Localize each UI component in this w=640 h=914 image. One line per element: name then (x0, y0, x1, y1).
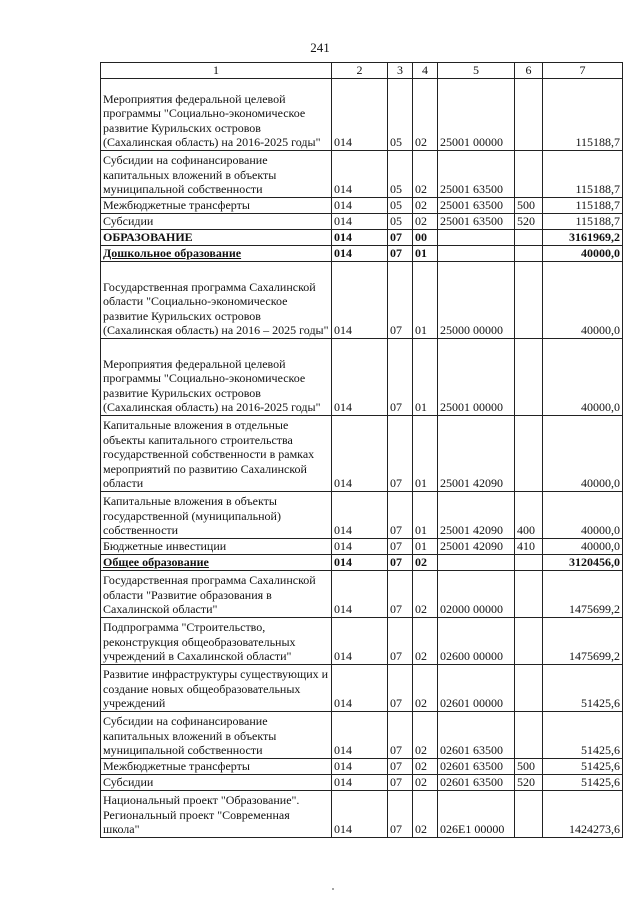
row-expense-cell: 410 (515, 539, 543, 555)
row-target-cell: 25001 42090 (438, 539, 515, 555)
row-amount-cell: 3120456,0 (543, 555, 623, 571)
row-ministry-cell: 014 (332, 539, 388, 555)
row-section-cell: 07 (388, 759, 413, 775)
row-section-cell: 07 (388, 571, 413, 618)
row-ministry-cell: 014 (332, 79, 388, 151)
row-name-cell: Государственная программа Сахалинской области "Социально-экономическое развитие Курильских островов (Сахалинская область) на 2016 – 2025 годы" (101, 262, 332, 339)
table-row (101, 198, 623, 214)
row-target-cell: 25001 63500 (438, 151, 515, 198)
row-expense-cell (515, 618, 543, 665)
header-cell-expense: 6 (515, 63, 543, 79)
row-ministry-cell: 014 (332, 198, 388, 214)
row-amount-cell: 40000,0 (543, 416, 623, 492)
row-name-cell: Национальный проект "Образование". Региональный проект "Современная школа" (101, 791, 332, 838)
row-expense-cell (515, 339, 543, 416)
table-row (101, 665, 623, 712)
table-row (101, 759, 623, 775)
table-row (101, 571, 623, 618)
row-name-cell: Субсидии (101, 214, 332, 230)
row-section-cell: 07 (388, 712, 413, 759)
row-ministry-cell: 014 (332, 262, 388, 339)
row-section-cell: 07 (388, 555, 413, 571)
row-expense-cell (515, 416, 543, 492)
row-amount-cell: 1424273,6 (543, 791, 623, 838)
row-section-cell: 07 (388, 539, 413, 555)
row-subsection-cell: 02 (413, 555, 438, 571)
row-amount-cell: 115188,7 (543, 151, 623, 198)
row-target-cell: 25001 00000 (438, 79, 515, 151)
row-section-cell: 05 (388, 151, 413, 198)
row-target-cell: 25001 00000 (438, 339, 515, 416)
row-name-cell: Дошкольное образование (101, 246, 332, 262)
row-subsection-cell: 02 (413, 618, 438, 665)
row-target-cell: 02601 63500 (438, 775, 515, 791)
row-ministry-cell: 014 (332, 555, 388, 571)
row-ministry-cell: 014 (332, 230, 388, 246)
row-ministry-cell: 014 (332, 339, 388, 416)
row-ministry-cell: 014 (332, 571, 388, 618)
table-row (101, 555, 623, 571)
row-ministry-cell: 014 (332, 151, 388, 198)
row-subsection-cell: 02 (413, 79, 438, 151)
row-target-cell: 25001 63500 (438, 198, 515, 214)
row-subsection-cell: 02 (413, 791, 438, 838)
row-expense-cell (515, 555, 543, 571)
row-name-cell: Государственная программа Сахалинской области "Развитие образования в Сахалинской области" (101, 571, 332, 618)
row-subsection-cell: 01 (413, 416, 438, 492)
table-row (101, 214, 623, 230)
row-section-cell: 07 (388, 230, 413, 246)
row-ministry-cell: 014 (332, 712, 388, 759)
row-subsection-cell: 01 (413, 492, 438, 539)
table-row (101, 262, 623, 339)
row-name-cell: Субсидии (101, 775, 332, 791)
row-expense-cell (515, 791, 543, 838)
table-row (101, 791, 623, 838)
row-amount-cell: 1475699,2 (543, 618, 623, 665)
row-amount-cell: 115188,7 (543, 79, 623, 151)
row-name-cell: Межбюджетные трансферты (101, 198, 332, 214)
budget-table (100, 62, 623, 838)
row-amount-cell: 40000,0 (543, 262, 623, 339)
row-name-cell: Развитие инфраструктуры существующих и создание новых общеобразовательных учреждений (101, 665, 332, 712)
table-row (101, 151, 623, 198)
row-amount-cell: 115188,7 (543, 198, 623, 214)
page-number: 241 (310, 40, 330, 55)
scan-speck (332, 888, 334, 890)
row-amount-cell: 115188,7 (543, 214, 623, 230)
row-name-cell: Подпрограмма "Строительство, реконструкция общеобразовательных учреждений в Сахалинской области" (101, 618, 332, 665)
row-target-cell: 02000 00000 (438, 571, 515, 618)
row-amount-cell: 40000,0 (543, 246, 623, 262)
header-cell-ministry: 2 (332, 63, 388, 79)
row-target-cell: 02601 63500 (438, 712, 515, 759)
row-subsection-cell: 02 (413, 571, 438, 618)
header-cell-amount: 7 (543, 63, 623, 79)
row-section-cell: 07 (388, 262, 413, 339)
table-row (101, 539, 623, 555)
row-name-cell: Капитальные вложения в объекты государственной (муниципальной) собственности (101, 492, 332, 539)
table-header-row (101, 63, 623, 79)
row-expense-cell (515, 571, 543, 618)
row-ministry-cell: 014 (332, 214, 388, 230)
row-ministry-cell: 014 (332, 759, 388, 775)
table-row (101, 775, 623, 791)
table-row (101, 339, 623, 416)
row-subsection-cell: 02 (413, 151, 438, 198)
row-section-cell: 07 (388, 492, 413, 539)
row-target-cell: 02601 00000 (438, 665, 515, 712)
row-expense-cell (515, 79, 543, 151)
row-name-cell: Капитальные вложения в отдельные объекты капитального строительства государственной собственности в рамках мероприятий по развитию Сахалинской области (101, 416, 332, 492)
row-subsection-cell: 02 (413, 775, 438, 791)
row-expense-cell: 400 (515, 492, 543, 539)
row-subsection-cell: 01 (413, 262, 438, 339)
row-section-cell: 05 (388, 79, 413, 151)
row-name-cell: Субсидии на софинансирование капитальных вложений в объекты муниципальной собственности (101, 151, 332, 198)
table-row (101, 492, 623, 539)
header-cell-target: 5 (438, 63, 515, 79)
row-target-cell (438, 246, 515, 262)
row-target-cell: 25000 00000 (438, 262, 515, 339)
row-expense-cell (515, 151, 543, 198)
row-target-cell: 25001 63500 (438, 214, 515, 230)
row-subsection-cell: 01 (413, 246, 438, 262)
row-expense-cell (515, 665, 543, 712)
row-name-cell: Межбюджетные трансферты (101, 759, 332, 775)
row-ministry-cell: 014 (332, 492, 388, 539)
row-amount-cell: 40000,0 (543, 492, 623, 539)
row-expense-cell: 500 (515, 759, 543, 775)
row-expense-cell: 520 (515, 775, 543, 791)
header-cell-name: 1 (101, 63, 332, 79)
row-target-cell: 25001 42090 (438, 416, 515, 492)
table-row (101, 618, 623, 665)
row-subsection-cell: 02 (413, 198, 438, 214)
row-section-cell: 07 (388, 791, 413, 838)
row-section-cell: 05 (388, 214, 413, 230)
row-expense-cell (515, 246, 543, 262)
header-cell-subsection: 4 (413, 63, 438, 79)
row-amount-cell: 51425,6 (543, 759, 623, 775)
row-subsection-cell: 02 (413, 712, 438, 759)
header-cell-section: 3 (388, 63, 413, 79)
row-ministry-cell: 014 (332, 618, 388, 665)
row-target-cell: 02600 00000 (438, 618, 515, 665)
row-section-cell: 07 (388, 775, 413, 791)
row-name-cell: Бюджетные инвестиции (101, 539, 332, 555)
table-row (101, 79, 623, 151)
row-subsection-cell: 02 (413, 665, 438, 712)
row-name-cell: Мероприятия федеральной целевой программы "Социально-экономическое развитие Курильских островов (Сахалинская область) на 2016-2025 годы" (101, 79, 332, 151)
row-expense-cell (515, 230, 543, 246)
row-section-cell: 07 (388, 246, 413, 262)
row-amount-cell: 3161969,2 (543, 230, 623, 246)
row-target-cell: 25001 42090 (438, 492, 515, 539)
table-row (101, 416, 623, 492)
row-section-cell: 05 (388, 198, 413, 214)
row-subsection-cell: 02 (413, 759, 438, 775)
row-target-cell (438, 555, 515, 571)
row-ministry-cell: 014 (332, 665, 388, 712)
row-expense-cell: 520 (515, 214, 543, 230)
row-amount-cell: 40000,0 (543, 339, 623, 416)
row-section-cell: 07 (388, 618, 413, 665)
row-section-cell: 07 (388, 339, 413, 416)
row-amount-cell: 51425,6 (543, 712, 623, 759)
row-expense-cell (515, 712, 543, 759)
table-row (101, 230, 623, 246)
row-name-cell: Субсидии на софинансирование капитальных вложений в объекты муниципальной собственности (101, 712, 332, 759)
row-ministry-cell: 014 (332, 775, 388, 791)
table-row (101, 712, 623, 759)
row-ministry-cell: 014 (332, 416, 388, 492)
row-ministry-cell: 014 (332, 791, 388, 838)
row-target-cell: 02601 63500 (438, 759, 515, 775)
row-subsection-cell: 02 (413, 214, 438, 230)
row-subsection-cell: 01 (413, 539, 438, 555)
row-amount-cell: 40000,0 (543, 539, 623, 555)
row-subsection-cell: 01 (413, 339, 438, 416)
row-target-cell: 026E1 00000 (438, 791, 515, 838)
row-amount-cell: 1475699,2 (543, 571, 623, 618)
row-amount-cell: 51425,6 (543, 775, 623, 791)
row-expense-cell (515, 262, 543, 339)
row-name-cell: Общее образование (101, 555, 332, 571)
row-expense-cell: 500 (515, 198, 543, 214)
row-ministry-cell: 014 (332, 246, 388, 262)
row-amount-cell: 51425,6 (543, 665, 623, 712)
row-target-cell (438, 230, 515, 246)
table-row (101, 246, 623, 262)
row-section-cell: 07 (388, 416, 413, 492)
row-name-cell: Мероприятия федеральной целевой программы "Социально-экономическое развитие Курильских островов (Сахалинская область) на 2016-2025 годы" (101, 339, 332, 416)
row-subsection-cell: 00 (413, 230, 438, 246)
row-name-cell: ОБРАЗОВАНИЕ (101, 230, 332, 246)
row-section-cell: 07 (388, 665, 413, 712)
